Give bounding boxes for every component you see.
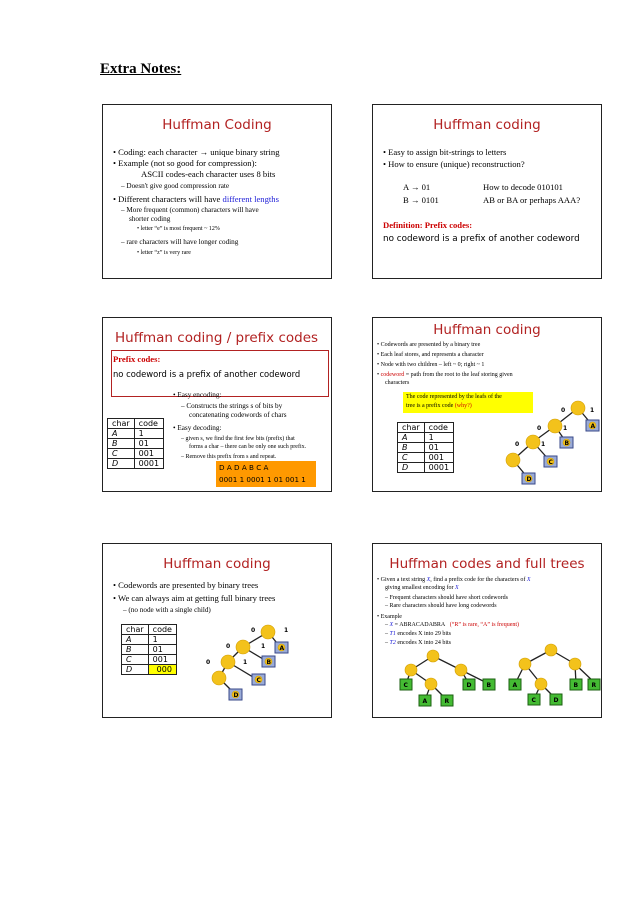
sub-bullet: shorter coding <box>129 215 171 223</box>
edge-label: 1 <box>243 659 248 666</box>
column-header: char <box>398 423 425 433</box>
bullet-continued: giving smallest encoding for X <box>385 585 459 591</box>
tree-node <box>236 640 250 654</box>
tree-node <box>519 658 531 670</box>
note-line: tree is a prefix code (why?) <box>406 403 472 409</box>
leaf-label: D <box>526 476 532 483</box>
bullet: • Example (not so good for compression): <box>113 158 257 168</box>
leaf-label: A <box>590 423 596 430</box>
sub-sub-bullet: • letter “e” is most frequent ~ 12% <box>137 226 220 232</box>
leaf-label: B <box>266 659 272 666</box>
column-header: code <box>148 625 176 635</box>
bullet: • Example <box>377 614 402 620</box>
column-header: code <box>424 423 453 433</box>
slide-prefix-codes <box>102 317 332 492</box>
tree-node <box>526 435 540 449</box>
encoding-example <box>216 461 316 487</box>
tree-node <box>545 644 557 656</box>
slide-title: Huffman coding <box>163 556 271 572</box>
edge-label: 1 <box>541 441 546 448</box>
definition-text: no codeword is a prefix of another codeword <box>383 234 580 244</box>
sub-bullet: – Remove this prefix from s and repeat. <box>181 454 277 460</box>
table-row: B 01 <box>108 439 164 449</box>
leaf-label: C <box>256 677 261 684</box>
tree-node <box>571 401 585 415</box>
slide-huffman-coding-2 <box>372 104 602 279</box>
table-row: D 0001 <box>108 459 164 469</box>
sub-bullet: – X = ABRACADABRA (“R” is rare, “A” is frequent) <box>385 622 520 628</box>
slide-huffman-coding-1 <box>102 104 332 279</box>
table-row: A 1 <box>108 429 164 439</box>
box-text: no codeword is a prefix of another codeword <box>113 369 301 379</box>
sub-bullet: – Constructs the strings s of bits by <box>181 402 283 410</box>
slide-codes-and-full-trees <box>372 543 602 718</box>
tree-node <box>455 664 467 676</box>
bullet: • Node with two children – left ~ 0; right ~ 1 <box>377 362 485 368</box>
tree-node <box>535 678 547 690</box>
tree-node <box>261 625 275 639</box>
leaf-label: B <box>573 682 579 689</box>
binary-tree <box>373 318 602 492</box>
example-bits: 0001 1 0001 1 01 001 1 <box>219 475 306 484</box>
page-heading: Extra Notes: <box>100 61 182 77</box>
bullet: • Easy encoding: <box>173 391 222 399</box>
code-example: A → 01 <box>403 182 431 192</box>
leaf-label: C <box>403 682 408 689</box>
sub-bullet: – given s, we find the first few bits (prefix) that <box>181 436 295 442</box>
leaf-label: D <box>233 692 239 699</box>
tree-node <box>221 655 235 669</box>
sub-bullet: – Doesn't give good compression rate <box>121 182 230 190</box>
example-trees <box>373 544 602 718</box>
sub-bullet: – rare characters will have longer coding <box>121 238 239 246</box>
tree-node <box>506 453 520 467</box>
leaf-label: D <box>466 682 472 689</box>
bullet: • Easy decoding: <box>173 424 222 432</box>
bullet-continued: characters <box>385 380 410 386</box>
bullet: • codeword = path from the root to the leaf storing given <box>377 372 513 378</box>
sub-bullet: – T2 encodes X into 24 bits <box>385 640 452 646</box>
leaf-label: A <box>422 698 428 705</box>
bullet: • Easy to assign bit-strings to letters <box>383 147 507 157</box>
table-row: C 001 <box>398 453 454 463</box>
table-row: B 01 <box>122 645 177 655</box>
edge-label: 0 <box>251 627 256 634</box>
edge-label: 1 <box>261 643 266 650</box>
slide-title: Huffman codes and full trees <box>389 556 585 572</box>
sub-text: ASCII codes-each character uses 8 bits <box>141 169 276 179</box>
sub-sub-bullet: • letter “z” is very rare <box>137 250 191 256</box>
full-binary-tree <box>103 544 332 718</box>
slide-title: Huffman coding / prefix codes <box>115 330 319 346</box>
bullet: • Each leaf stores, and represents a character <box>377 352 484 358</box>
definition-label: Definition: Prefix codes: <box>383 220 473 230</box>
table-row: A 1 <box>398 433 454 443</box>
sub-bullet: forms a char – there can be only one such prefix. <box>189 444 307 450</box>
leaf-label: C <box>531 697 536 704</box>
sub-bullet: – T1 encodes X into 29 bits <box>385 631 452 637</box>
bullet: • We can always aim at getting full binary trees <box>113 593 276 603</box>
table-row: D 000 <box>122 665 177 675</box>
edge-label: 0 <box>515 441 520 448</box>
sub-bullet: concatenating codewords of chars <box>189 411 287 419</box>
sub-bullet: – Frequent characters should have short codewords <box>385 595 508 601</box>
sub-bullet: – (no node with a single child) <box>123 606 211 614</box>
table-row: C 001 <box>108 449 164 459</box>
slide-full-binary-trees <box>102 543 332 718</box>
bullet: • How to ensure (unique) reconstruction? <box>383 159 525 169</box>
tree-node <box>427 650 439 662</box>
tree-node <box>548 419 562 433</box>
column-header: char <box>122 625 149 635</box>
code-example: AB or BA or perhaps AAA? <box>483 195 581 205</box>
tree-node <box>405 664 417 676</box>
bullet: • Different characters will have different lengths <box>113 194 279 204</box>
edge-label: 1 <box>284 627 289 634</box>
edge-label: 1 <box>590 407 595 414</box>
example-chars: D A D A B C A <box>219 463 269 472</box>
slide-huffman-tree <box>372 317 602 492</box>
leaf-label: R <box>591 682 597 689</box>
tree-node <box>212 671 226 685</box>
column-header: code <box>134 419 163 429</box>
edge-label: 0 <box>206 659 211 666</box>
code-example: B → 0101 <box>403 195 439 205</box>
bullet: • Codewords are presented by binary trees <box>113 580 259 590</box>
code-table <box>107 418 164 469</box>
edge-label: 0 <box>226 643 231 650</box>
bullet: • Codewords are presented by a binary tree <box>377 342 481 348</box>
leaf-label: B <box>486 682 492 689</box>
table-row: B 01 <box>398 443 454 453</box>
table-row: A 1 <box>122 635 177 645</box>
sub-bullet: – More frequent (common) characters will have <box>121 206 259 214</box>
slide-title: Huffman coding <box>433 117 541 133</box>
table-row: D 0001 <box>398 463 454 473</box>
column-header: char <box>108 419 135 429</box>
edge-label: 0 <box>537 425 542 432</box>
leaf-label: A <box>512 682 518 689</box>
tree-node <box>569 658 581 670</box>
edge-label: 1 <box>563 425 568 432</box>
bullet: • Given a text string X, find a prefix code for the characters of X <box>377 577 531 583</box>
leaf-label: A <box>279 645 285 652</box>
table-row: C 001 <box>122 655 177 665</box>
leaf-label: D <box>553 697 559 704</box>
code-example: How to decode 010101 <box>483 182 563 192</box>
slide-title: Huffman Coding <box>162 117 272 133</box>
sub-bullet: – Rare characters should have long codewords <box>385 603 497 609</box>
tree-node <box>425 678 437 690</box>
box-title: Prefix codes: <box>113 354 161 364</box>
note-line: The code represented by the leafs of the <box>406 394 502 400</box>
leaf-label: B <box>564 440 570 447</box>
leaf-label: C <box>548 459 553 466</box>
bullet: • Coding: each character → unique binary string <box>113 147 280 157</box>
leaf-label: R <box>444 698 450 705</box>
edge-label: 0 <box>561 407 566 414</box>
slide-title: Huffman coding <box>433 322 541 338</box>
